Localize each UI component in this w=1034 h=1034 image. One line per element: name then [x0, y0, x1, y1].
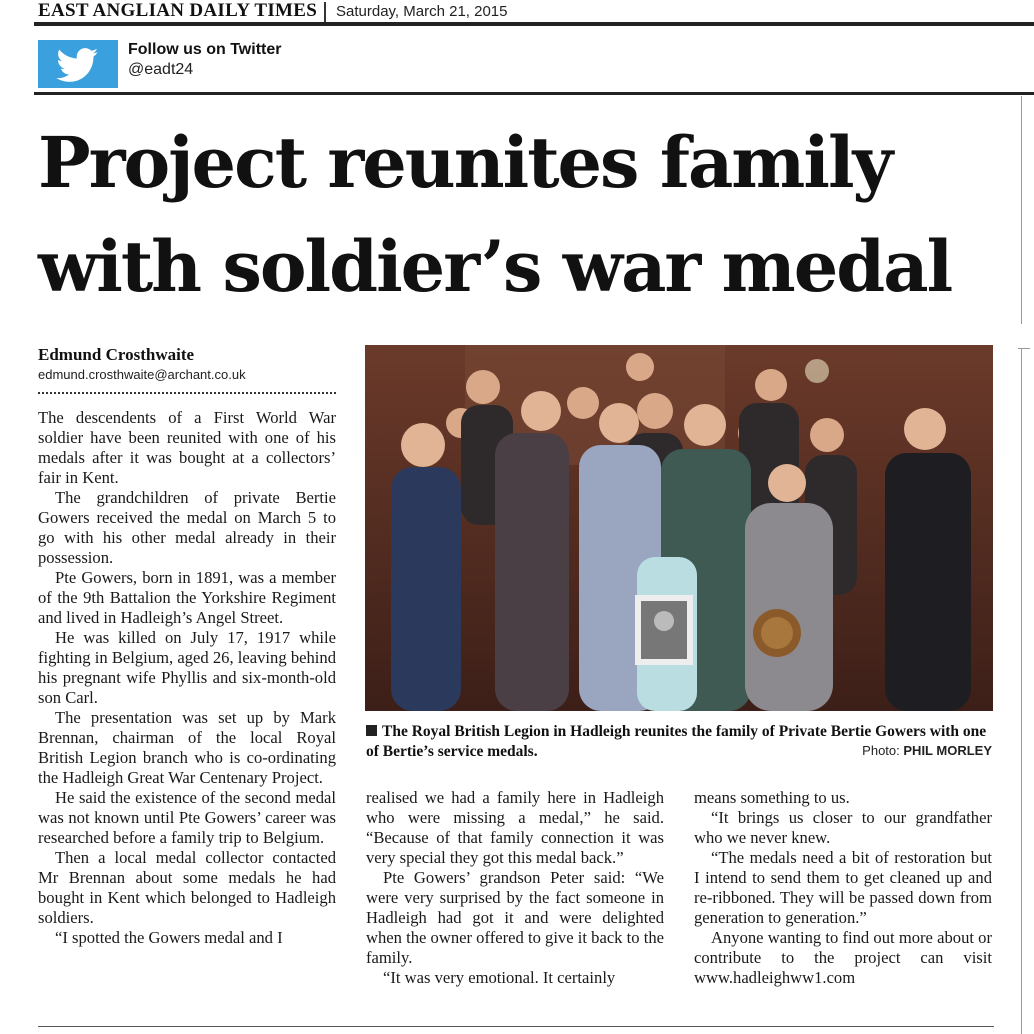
photo-credit [830, 743, 992, 758]
photo-credit-name: PHIL MORLEY [903, 743, 992, 758]
byline-email: edmund.crosthwaite@archant.co.uk [38, 367, 246, 382]
byline-dotted-rule [38, 392, 336, 394]
twitter-rule [34, 92, 1034, 95]
paragraph: He said the existence of the second medal was not known until Pte Gowers’ career was researched before a family trip to Belgium. [38, 788, 336, 847]
twitter-bird-icon [38, 40, 118, 88]
paragraph: realised we had a family here in Hadleigh who were missing a medal,” he said. “Because of that family connection it was very special they got this medal back.” [366, 788, 664, 867]
paragraph: He was killed on July 17, 1917 while fighting in Belgium, aged 26, leaving behind his pregnant wife Phyllis and six-month-old son Carl. [38, 628, 336, 707]
headline-line-1: Project reunites family [38, 121, 892, 204]
group-photo [365, 345, 993, 711]
paper-name: EAST ANGLIAN DAILY TIMES [38, 0, 318, 21]
caption-text: The Royal British Legion in Hadleigh reunites the family of Private Bertie Gowers with one of Bertie’s service medals. [366, 723, 987, 760]
headline-line-2: with soldier’s war medal [38, 225, 952, 308]
paragraph: “It brings us closer to our grandfather who we never knew. [694, 808, 992, 847]
page-edge-tick [1018, 348, 1030, 349]
paragraph: Pte Gowers’ grandson Peter said: “We were very surprised by the fact someone in Hadleigh had got it and were delighted when the owner offered to give it back to the family. [366, 868, 664, 967]
bottom-rule [38, 1026, 994, 1027]
masthead-separator [324, 2, 326, 22]
masthead-rule [34, 22, 1034, 26]
paragraph: “It was very emotional. It certainly [383, 968, 616, 987]
caption-bullet-icon [366, 725, 377, 736]
byline-author: Edmund Crosthwaite [38, 345, 195, 364]
paragraph: Then a local medal collector contacted Mr Brennan about some medals he had bought in Kent which belonged to Hadleigh soldiers. [38, 848, 336, 927]
photo-credit-prefix: Photo: [862, 743, 900, 758]
publication-date: Saturday, March 21, 2015 [336, 3, 508, 20]
page-edge-mark [1021, 96, 1022, 324]
article-column-3 [694, 788, 992, 988]
article-column-1 [38, 408, 336, 948]
paragraph: Anyone wanting to find out more about or contribute to the project can visit www.hadleighww1.com [694, 928, 992, 987]
page-edge-mark [1021, 348, 1022, 1034]
paragraph: The descendents of a First World War soldier have been reunited with one of his medals after it was bought at a collectors’ fair in Kent. [38, 408, 336, 487]
paragraph: Pte Gowers, born in 1891, was a member of the 9th Battalion the Yorkshire Regiment and lived in Hadleigh’s Angel Street. [38, 568, 336, 627]
twitter-handle: @eadt24 [128, 61, 194, 78]
paragraph: The presentation was set up by Mark Brennan, chairman of the local Royal British Legion branch who is co-ordinating the Hadleigh Great War Centenary Project. [38, 708, 336, 787]
article-column-2 [366, 788, 664, 988]
paragraph: “I spotted the Gowers medal and I [55, 928, 283, 947]
paragraph: The grandchildren of private Bertie Gowers received the medal on March 5 to go with his other medal already in their possession. [38, 488, 336, 567]
paragraph: “The medals need a bit of restoration but I intend to send them to get cleaned up and re-ribboned. They will be passed down from generation to generation.” [694, 848, 992, 927]
twitter-follow-label: Follow us on Twitter [128, 41, 282, 58]
paragraph: means something to us. [694, 788, 850, 807]
